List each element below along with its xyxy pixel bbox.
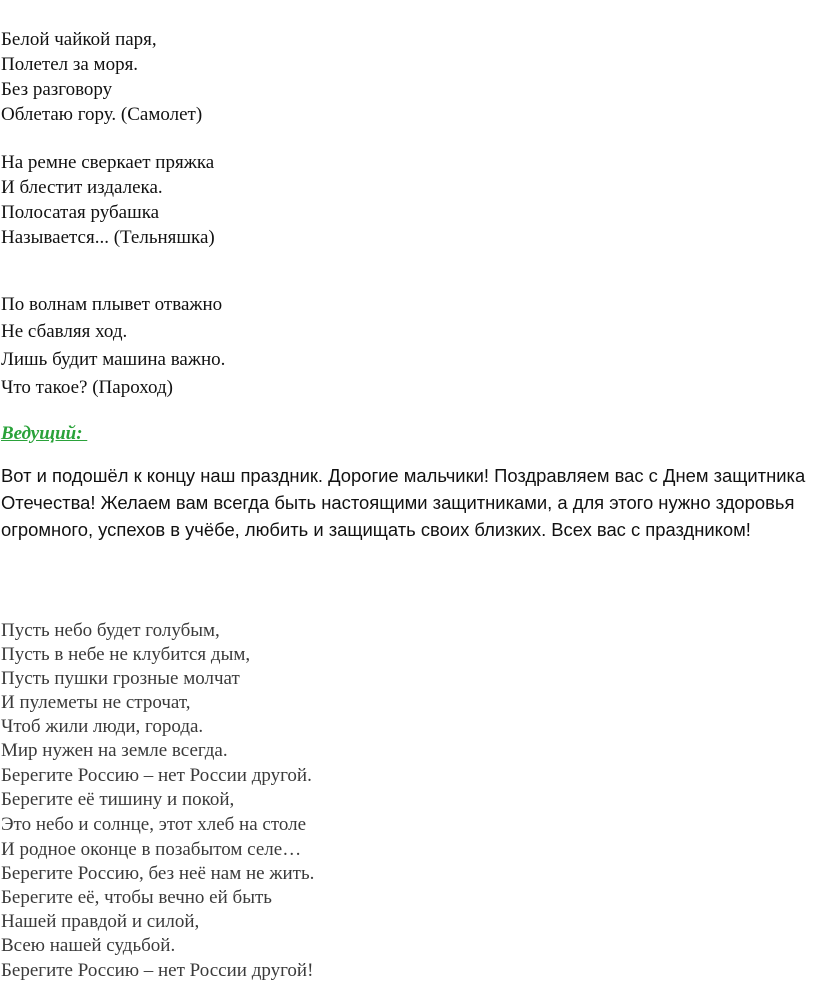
riddle-line: И блестит издалека. — [1, 177, 163, 198]
poem-line: Берегите Россию – нет России другой! — [1, 960, 314, 981]
riddle-line: Белой чайкой паря, — [1, 29, 157, 50]
host-speech: Вот и подошёл к концу наш праздник. Дорогие мальчики! Поздравляем вас с Днем защитника Отечества! Желаем вам всегда быть настоящими защитниками, а для этого нужно здоровья огромного, успехов в учёбе, любить и защищать своих близких. Всех вас с праздником! — [1, 465, 806, 540]
poem-line: Берегите её тишину и покой, — [1, 789, 235, 810]
riddle-line: По волнам плывет отважно — [1, 294, 223, 315]
poem-line: Нашей правдой и силой, — [1, 911, 200, 932]
riddle-line: Лишь будит машина важно. — [1, 349, 226, 370]
poem-line: Пусть пушки грозные молчат — [1, 668, 240, 689]
host-label: Ведущий: — [1, 423, 88, 444]
riddle-line: Называется... (Тельняшка) — [1, 227, 215, 248]
riddle-line: Полосатая рубашка — [1, 202, 160, 223]
poem-line: Всею нашей судьбой. — [1, 935, 176, 956]
riddle-line: Без разговору — [1, 79, 113, 100]
riddle-line: Полетел за моря. — [1, 54, 139, 75]
poem-line: Это небо и солнце, этот хлеб на столе — [1, 814, 307, 835]
poem-line: И родное оконце в позабытом селе… — [1, 839, 302, 860]
riddle-line: Не сбавляя ход. — [1, 321, 128, 342]
poem-line: И пулеметы не строчат, — [1, 692, 191, 713]
poem-line: Пусть небо будет голубым, — [1, 620, 220, 641]
poem-line: Берегите Россию, без неё нам не жить. — [1, 863, 315, 884]
poem-line: Берегите её, чтобы вечно ей быть — [1, 887, 272, 908]
riddle-line: На ремне сверкает пряжка — [1, 152, 215, 173]
poem-line: Мир нужен на земле всегда. — [1, 740, 228, 761]
riddle-line: Облетаю гору. (Самолет) — [1, 104, 203, 125]
poem-line: Берегите Россию – нет России другой. — [1, 765, 312, 786]
riddle-line: Что такое? (Пароход) — [1, 377, 173, 398]
poem-line: Пусть в небе не клубится дым, — [1, 644, 251, 665]
poem-line: Чтоб жили люди, города. — [1, 716, 204, 737]
